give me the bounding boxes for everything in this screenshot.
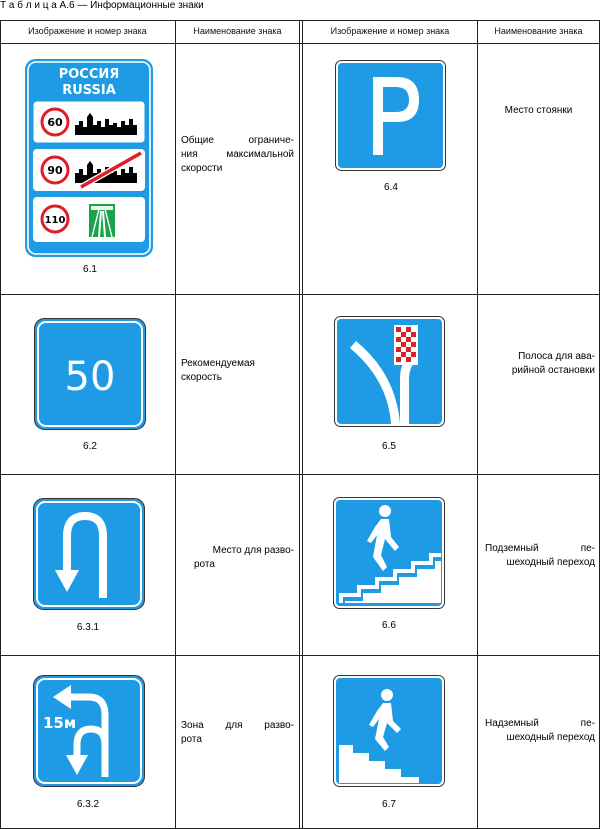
header-image-number: Изображение и номер знака	[28, 26, 147, 36]
column-divider	[477, 20, 478, 829]
limit-90: 90	[47, 164, 63, 177]
sign-6-1-speed-limits	[25, 59, 153, 257]
header-sign-name: Наименование знака	[193, 26, 282, 36]
sign-6-6-underground-crossing	[333, 497, 445, 609]
sign-number: 6.5	[382, 441, 396, 452]
sign-number: 6.6	[382, 620, 396, 631]
sign-6-3-2-u-turn-zone	[33, 675, 145, 787]
table-left-border	[0, 20, 1, 829]
center-divider	[302, 20, 303, 829]
header-image-number: Изображение и номер знака	[330, 26, 450, 36]
pedestrian-icon	[381, 689, 393, 701]
speed-value: 50	[64, 354, 116, 400]
table-caption: Т а б л и ц а А.6 — Информационные знаки	[0, 0, 204, 11]
sign-number: 6.3.2	[76, 799, 100, 810]
sign-text-russia-ru: РОССИЯ	[58, 67, 120, 82]
sign-6-5-emergency-lane	[334, 316, 445, 427]
sign-name: Рекомендуемая скорость	[181, 358, 255, 383]
sign-name: Место стоянки	[504, 105, 573, 116]
row-divider	[0, 294, 600, 295]
sign-number: 6.2	[83, 441, 97, 452]
sign-name: Надземный пе- шеходный переход	[485, 718, 595, 743]
sign-6-7-overhead-crossing	[333, 675, 445, 787]
sign-name: Зона для разво- рота	[181, 720, 294, 745]
row-divider	[0, 474, 600, 475]
sign-number: 6.7	[382, 799, 396, 810]
sign-text-russia-en: RUSSIA	[62, 83, 116, 98]
table-top-border	[0, 20, 600, 21]
sign-6-2-recommended-speed	[34, 318, 146, 430]
limit-110: 110	[44, 215, 66, 226]
sign-name: Место для разво- рота	[194, 545, 294, 570]
sign-number: 6.1	[83, 264, 97, 275]
sign-name: Общие ограниче- ния максимальной скорости	[181, 135, 294, 174]
sign-number: 6.4	[384, 182, 398, 193]
pedestrian-icon	[379, 505, 391, 517]
sign-number: 6.3.1	[76, 622, 100, 633]
row-divider	[0, 655, 600, 656]
sign-name: Полоса для ава- рийной остановки	[511, 351, 595, 376]
center-divider	[299, 20, 300, 829]
limit-60: 60	[47, 116, 63, 129]
sign-6-4-parking	[335, 60, 446, 171]
column-divider	[175, 20, 176, 829]
header-bottom-border	[0, 43, 600, 44]
distance-label: 15м	[43, 714, 77, 732]
header-sign-name: Наименование знака	[494, 26, 583, 36]
sign-name: Подземный пе- шеходный переход	[485, 543, 595, 568]
sign-6-3-1-u-turn-place	[33, 498, 145, 610]
